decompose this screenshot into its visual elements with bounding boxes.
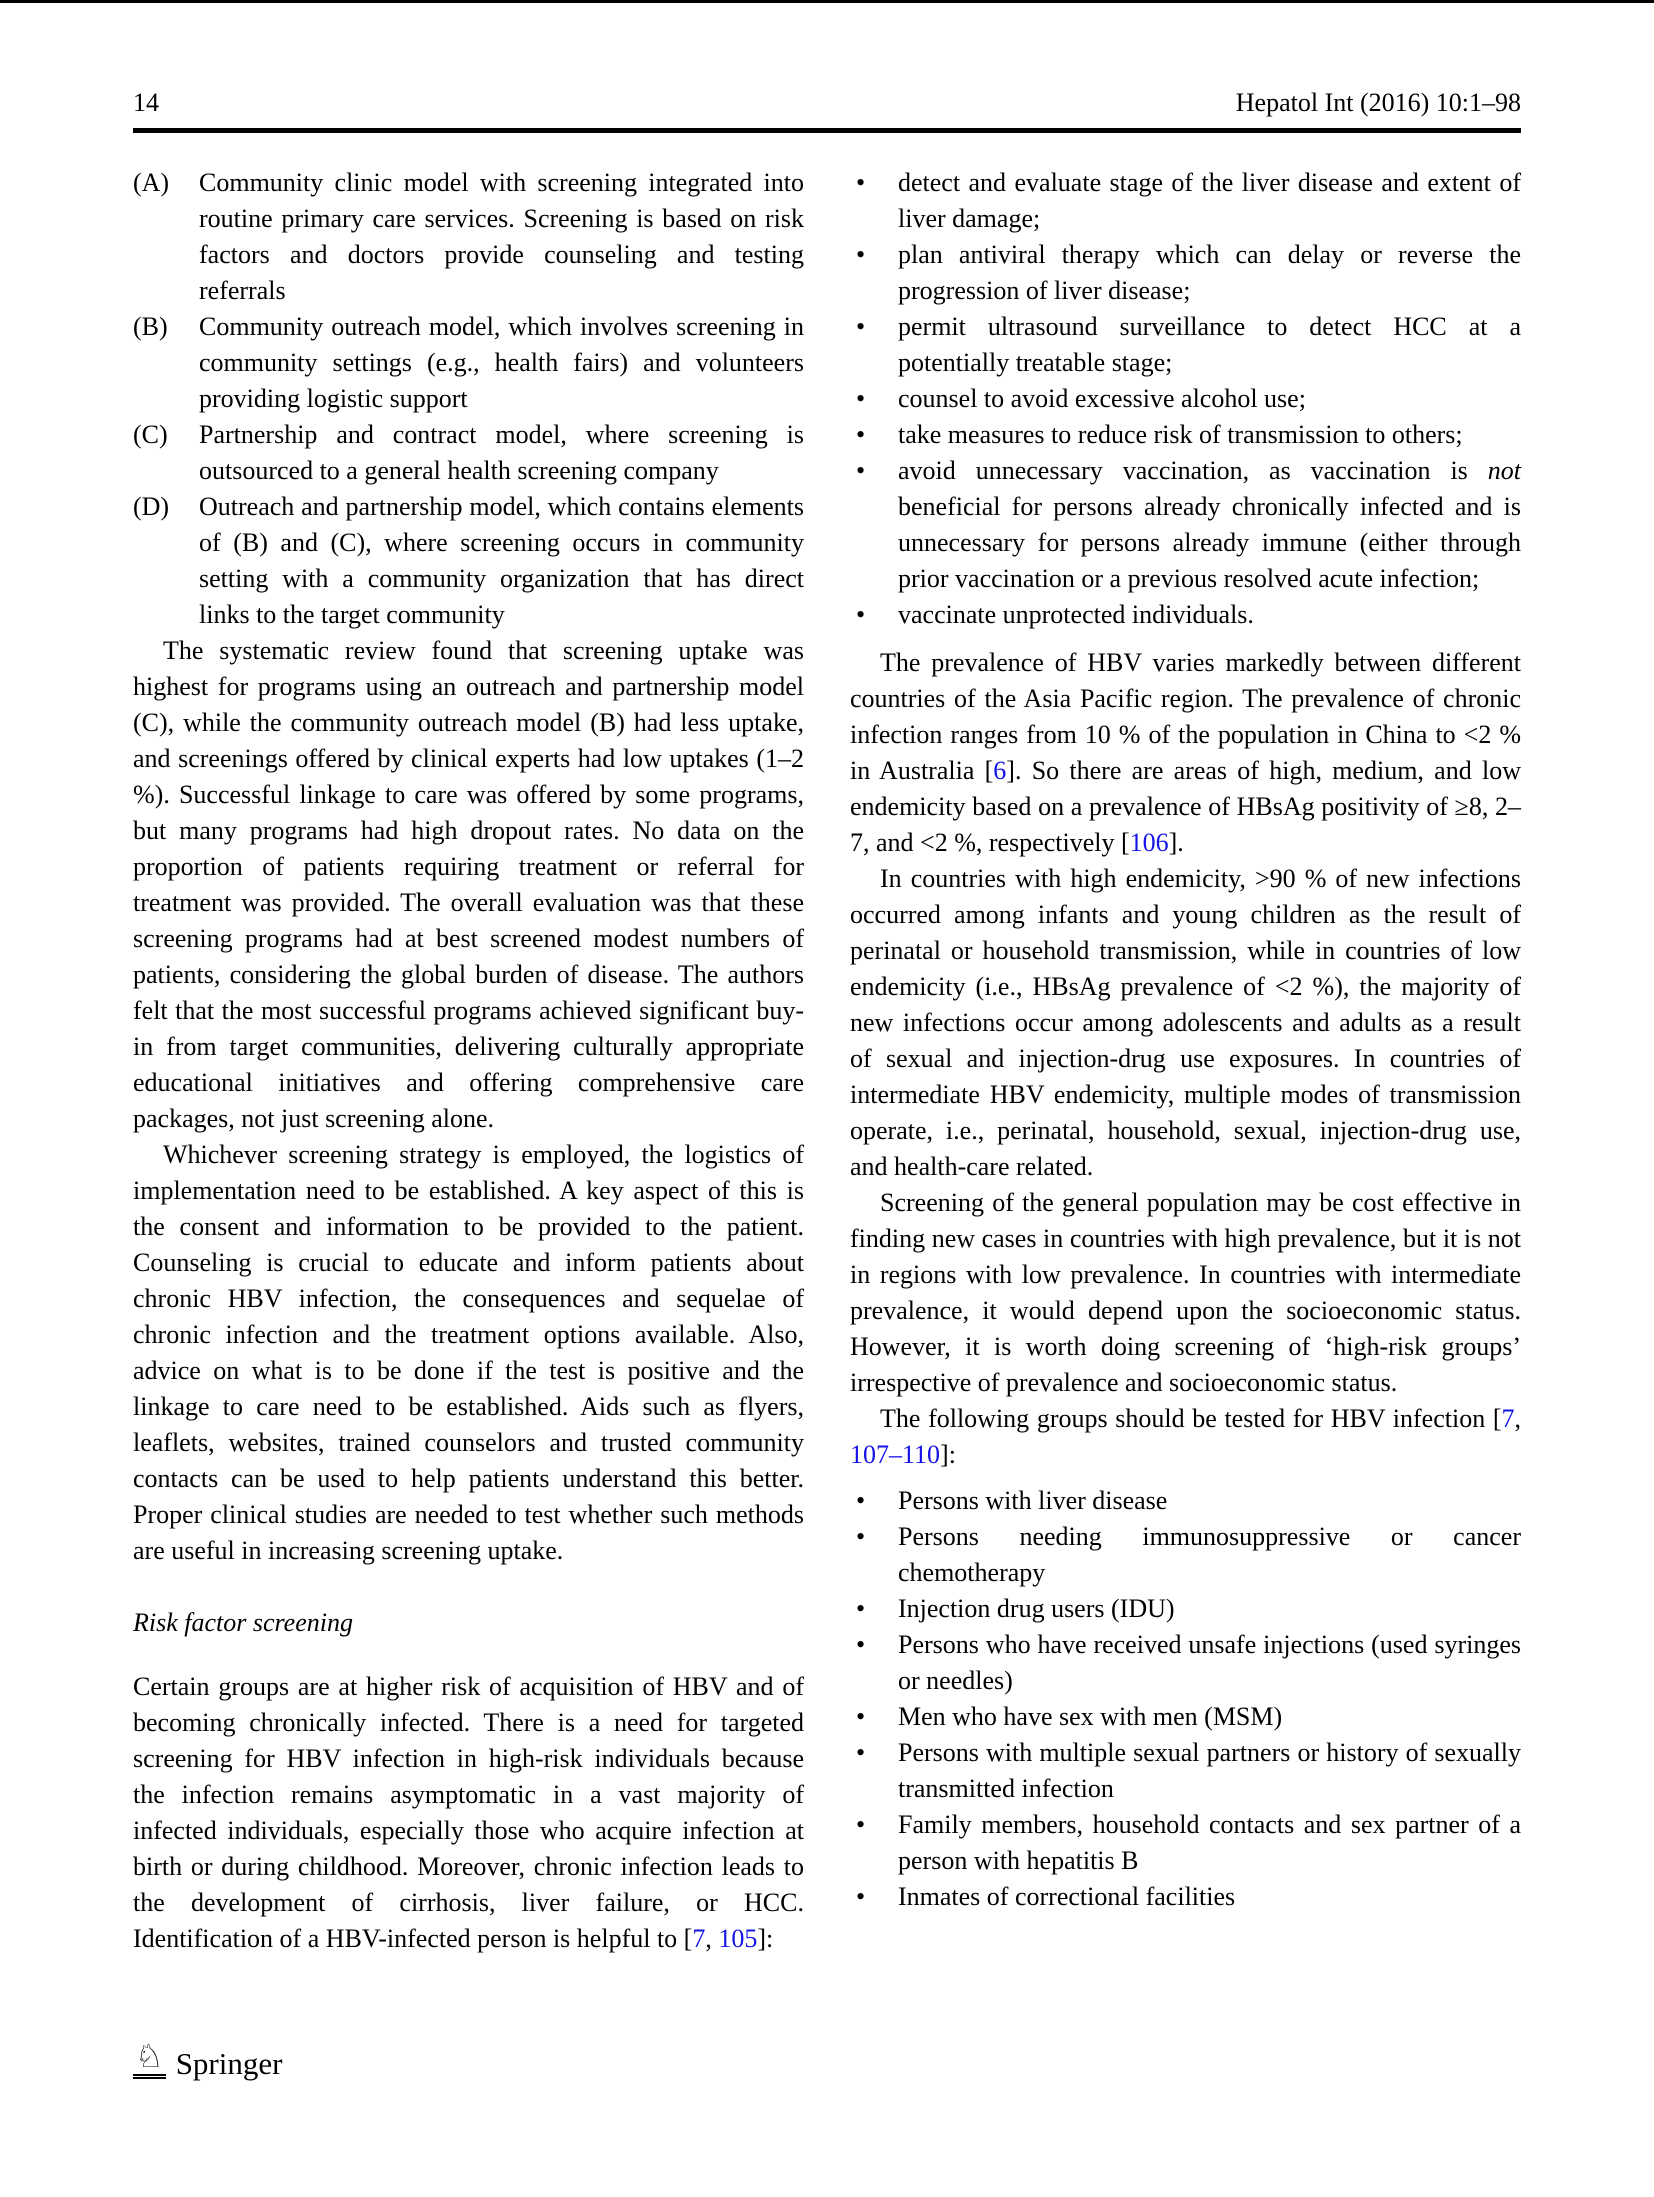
list-item — [850, 381, 1521, 417]
paragraph-endemicity: In countries with high endemicity, >90 % of new infections occurred among infants and young children as the result of perinatal or household transmission, while in countries of low endemicity (i.e., HBsAg prevalence of <2 %), the majority of new infections occur among adolescents and adults as a result of sexual and injection-drug use exposures. In countries of intermediate HBV endemicity, multiple modes of transmission operate, i.e., perinatal, household, sexual, injection-drug use, and health-care related. — [850, 864, 1521, 1181]
list-item-text: Persons needing immunosuppressive or cancer chemotherapy — [898, 1522, 1521, 1587]
paragraph-whichever-strategy: Whichever screening strategy is employed, the logistics of implementation need to be established. A key aspect of this is the consent and information to be provided to the patient. Counseling is crucial to educate and inform patients about chronic HBV infection, the consequences and sequelae of chronic infection and the treatment options available. Also, advice on what is to be done if the test is positive and the linkage to care need to be established. Aids such as flyers, leaflets, websites, trained counselors and trusted community contacts can be used to help patients understand this better. Proper clinical studies are needed to test whether such methods are useful in increasing screening uptake. — [133, 1140, 804, 1565]
list-item-text: Community outreach model, which involves screening in community settings (e.g., health fairs) and volunteers providing logistic support — [199, 312, 804, 413]
text-segment: detect and evaluate stage of the liver disease and extent of liver damage; — [898, 168, 1521, 233]
text-segment: Certain groups are at higher risk of acquisition of HBV and of becoming chronically infected. There is a need for targeted screening for HBV infection in high-risk individuals because the infection remains asymptomatic in a vast majority of infected individuals, especially those who acquire infection at birth or during childhood. Moreover, chronic infection leads to the development of cirrhosis, liver failure, or HCC. Identification of a HBV-infected person is helpful to [ — [133, 1672, 804, 1953]
journal-citation: Hepatol Int (2016) 10:1–98 — [1235, 88, 1521, 117]
springer-wordmark: Springer — [175, 2046, 283, 2081]
bullet-icon: • — [856, 240, 866, 269]
bullet-icon: • — [856, 384, 866, 413]
bullet-icon: • — [856, 1810, 866, 1839]
bullet-icon: • — [856, 312, 866, 341]
page-header — [133, 0, 1521, 118]
page-footer — [133, 2040, 282, 2079]
list-item — [133, 165, 804, 309]
bullet-icon: • — [856, 420, 866, 449]
text-segment: The following groups should be tested for HBV infection [ — [880, 1404, 1502, 1433]
text-segment: ]: — [757, 1924, 774, 1953]
list-item-text: Persons with multiple sexual partners or history of sexually transmitted infection — [898, 1738, 1521, 1803]
list-item-text: Men who have sex with men (MSM) — [898, 1702, 1283, 1731]
list-item — [850, 417, 1521, 453]
list-item — [850, 453, 1521, 597]
list-item-text — [898, 600, 1254, 629]
paragraph-certain-groups — [133, 1669, 804, 1957]
list-item — [850, 1519, 1521, 1591]
citation-link[interactable]: 105 — [718, 1924, 758, 1953]
list-item-text: Family members, household contacts and sex partner of a person with hepatitis B — [898, 1810, 1521, 1875]
bullet-icon: • — [856, 1594, 866, 1623]
left-column — [133, 165, 804, 1957]
text-segment: beneficial for persons already chronically infected and is unnecessary for persons already immune (either through prior vaccination or a previous resolved acute infection; — [898, 492, 1521, 593]
list-item-text: Partnership and contract model, where screening is outsourced to a general health screening company — [199, 420, 804, 485]
text-segment: , — [705, 1924, 719, 1953]
bullet-icon: • — [856, 1522, 866, 1551]
text-segment: plan antiviral therapy which can delay or reverse the progression of liver disease; — [898, 240, 1521, 305]
text-segment: The prevalence of HBV varies markedly between different countries of the Asia Pacific region. The prevalence of chronic infection ranges from 10 % of the population in China to <2 % in Australia [ — [850, 648, 1521, 785]
citation-link[interactable]: 7 — [692, 1924, 706, 1953]
bullet-icon: • — [856, 168, 866, 197]
bullet-icon: • — [856, 1882, 866, 1911]
list-item-label: (D) — [133, 492, 170, 521]
list-item — [850, 165, 1521, 237]
list-item-label: (B) — [133, 312, 168, 341]
header-divider — [133, 128, 1521, 133]
citation-link[interactable]: 106 — [1129, 828, 1169, 857]
paragraph-systematic-review: The systematic review found that screening uptake was highest for programs using an outreach and partnership model (C), while the community outreach model (B) had less uptake, and screenings offered by clinical experts had low uptakes (1–2 %). Successful linkage to care was offered by some programs, but many programs had high dropout rates. No data on the proportion of patients requiring treatment or referral for treatment was provided. The overall evaluation was that these screening programs had at best screened modest numbers of patients, considering the global burden of disease. The authors felt that the most successful programs achieved significant buy-in from target communities, delivering culturally appropriate educational initiatives and offering comprehensive care packages, not just screening alone. — [133, 636, 804, 1133]
list-item-text — [898, 240, 1521, 305]
list-item-text — [898, 312, 1521, 377]
paragraph-prevalence — [850, 645, 1521, 861]
paragraph-following-groups — [850, 1401, 1521, 1473]
paragraph-general-population-screening: Screening of the general population may be cost effective in finding new cases in countries with high prevalence, but it is not in regions with low prevalence. In countries with intermediate prevalence, it would depend upon the socioeconomic status. However, it is worth doing screening of ‘high-risk groups’ irrespective of prevalence and socioeconomic status. — [850, 1188, 1521, 1397]
text-segment: ]: — [940, 1440, 956, 1469]
list-item — [133, 309, 804, 417]
list-item-text: Outreach and partnership model, which contains elements of (B) and (C), where screening occurs in community setting with a community organization that has direct links to the target community — [199, 492, 804, 629]
list-item — [850, 1807, 1521, 1879]
text-segment: ]. — [1168, 828, 1184, 857]
list-item-text: Persons with liver disease — [898, 1486, 1168, 1515]
bullet-icon: • — [856, 1486, 866, 1515]
list-item-text: Injection drug users (IDU) — [898, 1594, 1175, 1623]
list-item-label: (A) — [133, 168, 170, 197]
list-item — [850, 1627, 1521, 1699]
text-segment: , — [1514, 1404, 1521, 1433]
page-number: 14 — [133, 88, 159, 117]
page-top-border — [0, 0, 1654, 3]
identification-benefits-list — [850, 165, 1521, 633]
list-item — [850, 1591, 1521, 1627]
list-item — [850, 309, 1521, 381]
right-column — [850, 165, 1521, 1957]
section-heading-risk-factor-screening: Risk factor screening — [133, 1608, 353, 1637]
bullet-icon: • — [856, 1702, 866, 1731]
citation-link[interactable]: 107–110 — [850, 1440, 941, 1469]
list-item — [850, 237, 1521, 309]
bullet-icon: • — [856, 456, 866, 485]
list-item-text — [898, 456, 1521, 593]
bullet-icon: • — [856, 1738, 866, 1767]
list-item — [850, 1483, 1521, 1519]
text-segment: ]. So there are areas of high, medium, and low endemicity based on a prevalence of HBsAg positivity of ≥8, 2–7, and <2 %, respectively [ — [850, 756, 1521, 857]
list-item — [133, 489, 804, 633]
two-column-body — [133, 165, 1521, 1957]
text-segment: take measures to reduce risk of transmission to others; — [898, 420, 1463, 449]
list-item-text — [898, 420, 1463, 449]
list-item-text — [898, 168, 1521, 233]
springer-horse-logo-icon: ♘ — [133, 2040, 166, 2079]
bullet-icon: • — [856, 600, 866, 629]
list-item — [850, 1735, 1521, 1807]
screening-model-list — [133, 165, 804, 633]
list-item-label: (C) — [133, 420, 168, 449]
text-segment: not — [1487, 456, 1521, 485]
list-item-text — [898, 384, 1306, 413]
list-item — [850, 1699, 1521, 1735]
list-item-text: Persons who have received unsafe injections (used syringes or needles) — [898, 1630, 1521, 1695]
list-item-text: Inmates of correctional facilities — [898, 1882, 1236, 1911]
risk-groups-list — [850, 1483, 1521, 1915]
list-item — [133, 417, 804, 489]
citation-link[interactable]: 6 — [993, 756, 1007, 785]
citation-link[interactable]: 7 — [1501, 1404, 1515, 1433]
list-item — [850, 1879, 1521, 1915]
bullet-icon: • — [856, 1630, 866, 1659]
text-segment: vaccinate unprotected individuals. — [898, 600, 1254, 629]
list-item-text: Community clinic model with screening integrated into routine primary care services. Screening is based on risk factors and doctors provide counseling and testing referrals — [199, 168, 804, 305]
text-segment: permit ultrasound surveillance to detect HCC at a potentially treatable stage; — [898, 312, 1521, 377]
text-segment: counsel to avoid excessive alcohol use; — [898, 384, 1306, 413]
text-segment: avoid unnecessary vaccination, as vaccination is — [898, 456, 1488, 485]
list-item — [850, 597, 1521, 633]
